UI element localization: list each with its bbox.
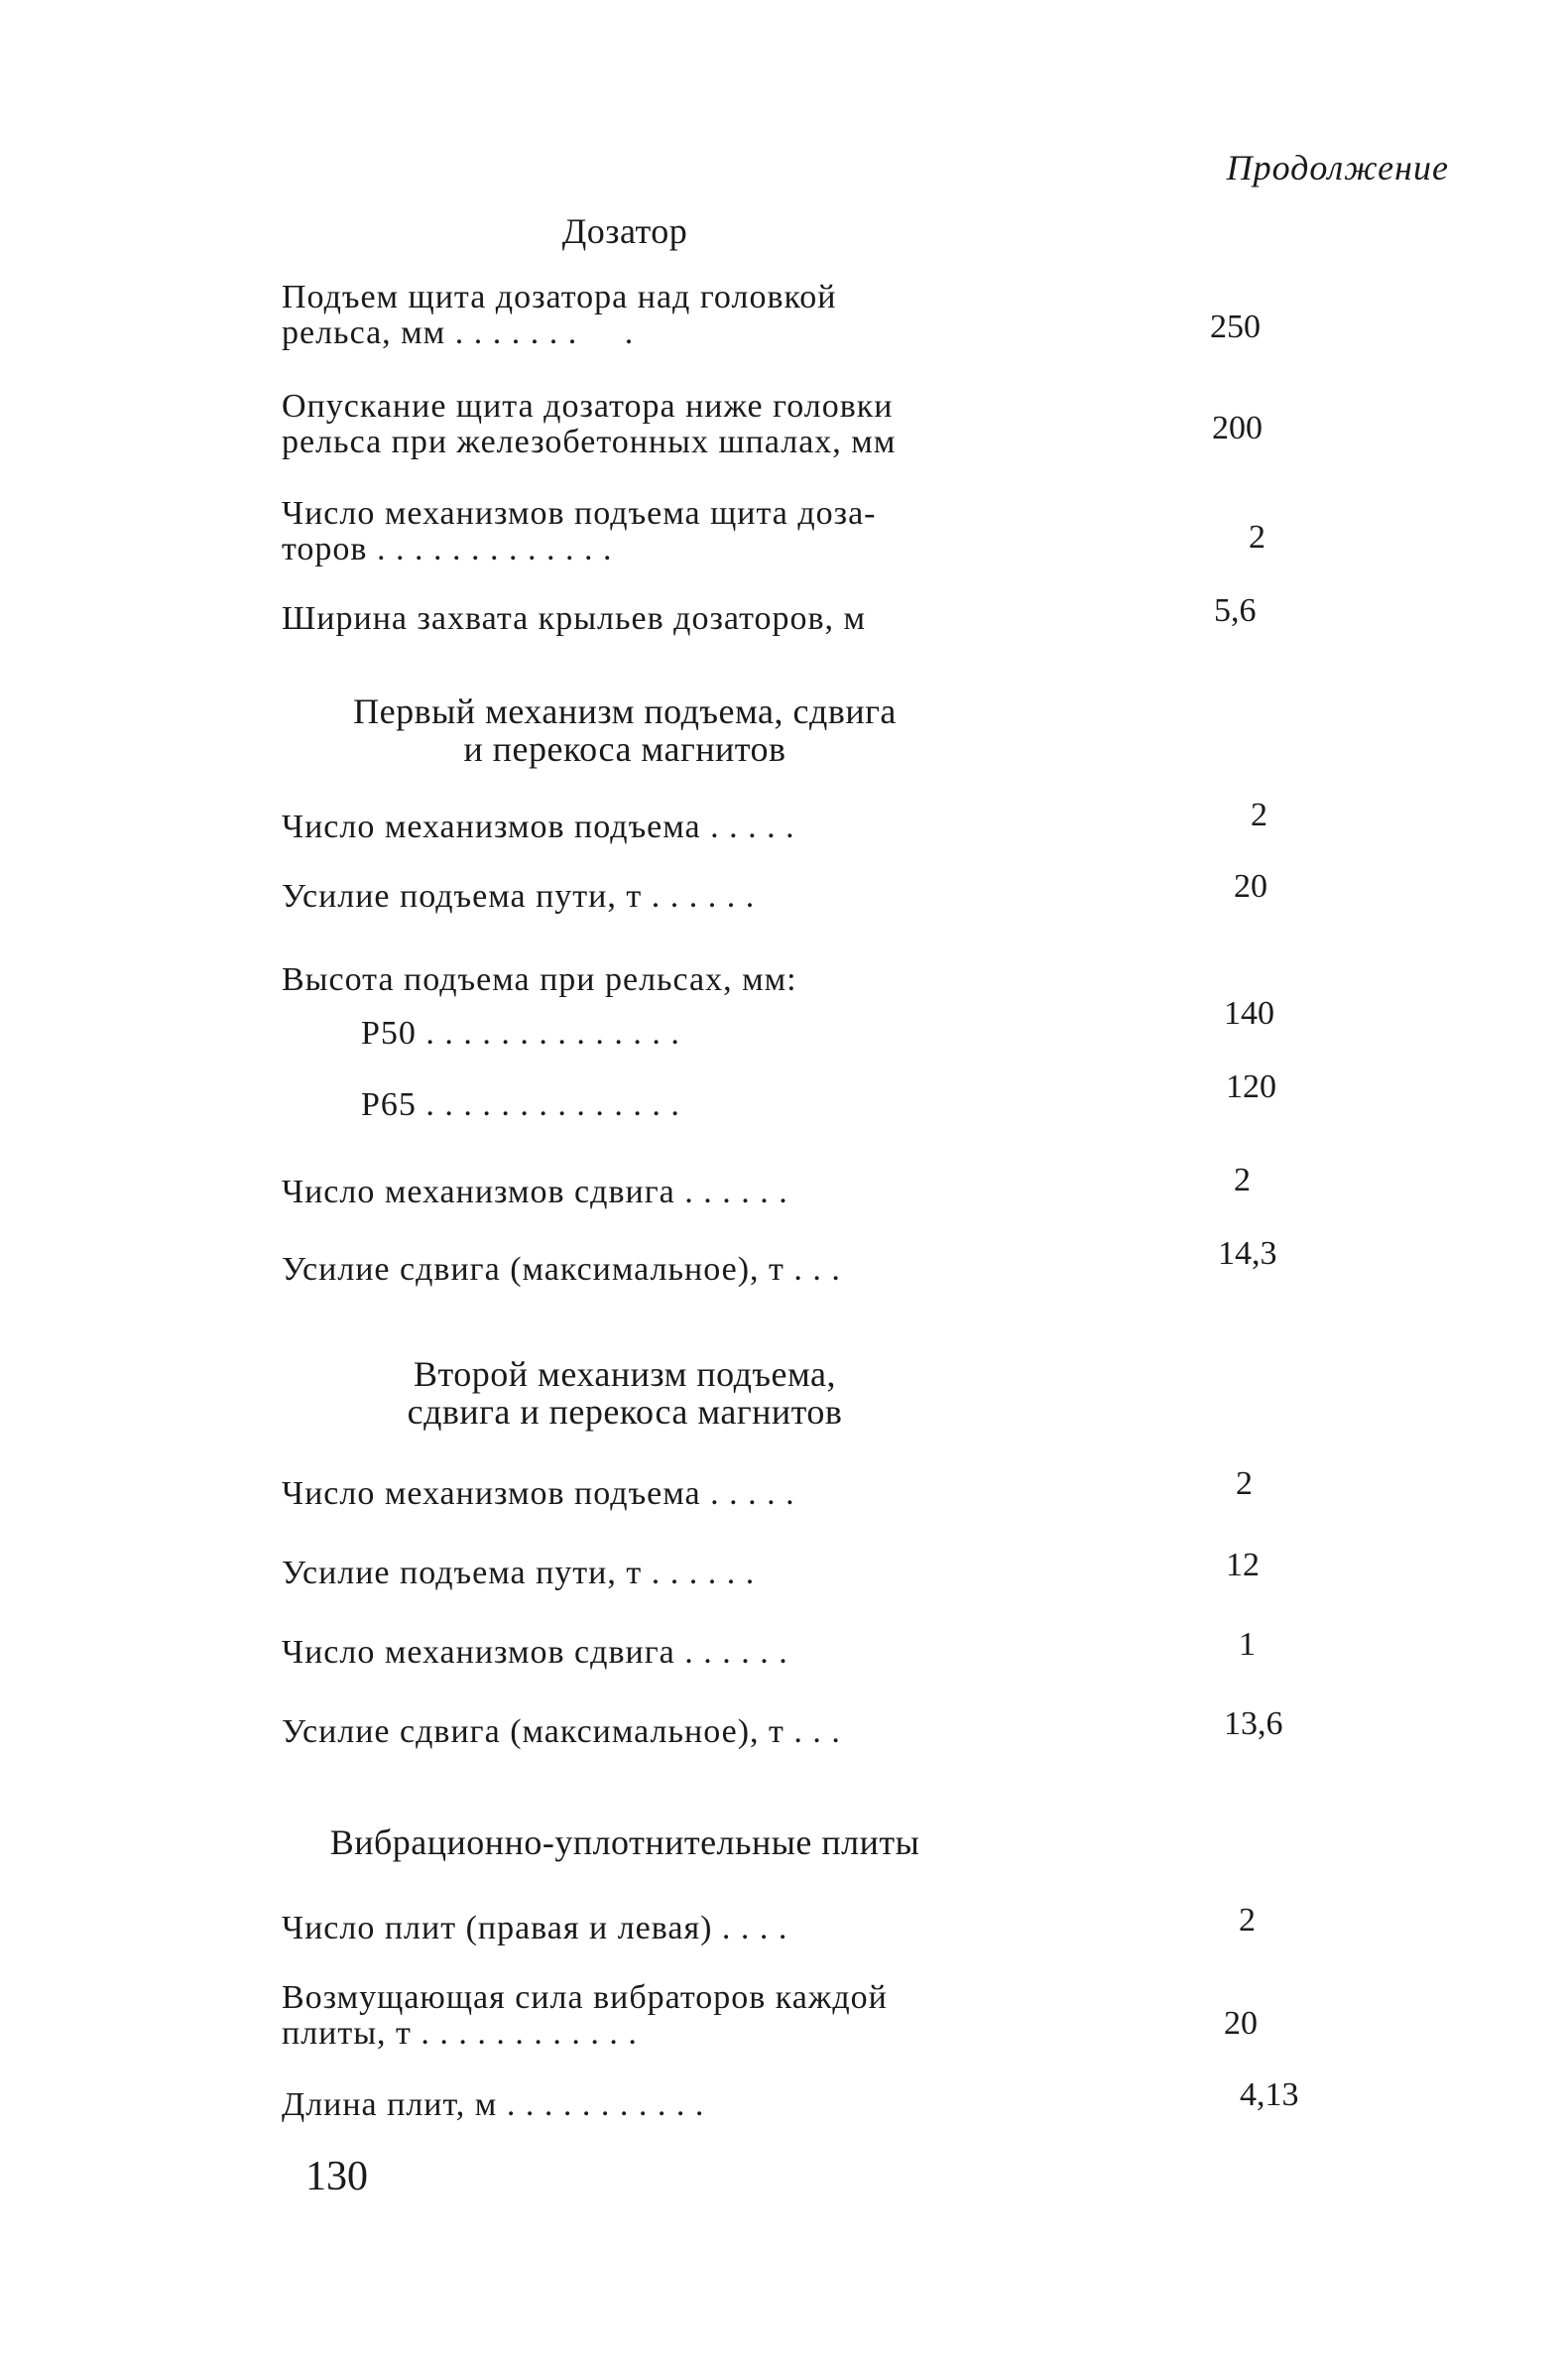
spec-label: Число механизмов подъема щита доза- торов . . . . . . . . . . . . . bbox=[282, 495, 877, 567]
section-heading-first-mechanism: Первый механизм подъема, сдвига и перекоса магнитов bbox=[353, 691, 897, 769]
spec-row bbox=[282, 1547, 1313, 1591]
spec-value: 120 bbox=[1226, 1068, 1276, 1105]
spec-label: Возмущающая сила вибраторов каждой плиты, т . . . . . . . . . . . . bbox=[282, 1979, 888, 2052]
spec-label: Длина плит, м . . . . . . . . . . . bbox=[282, 2086, 705, 2123]
spec-row bbox=[282, 1068, 1313, 1123]
spec-label: Опускание щита дозатора ниже головки рельса при железобетонных шпалах, мм bbox=[282, 388, 897, 460]
spec-value: 4,13 bbox=[1240, 2076, 1299, 2113]
spec-row bbox=[282, 868, 1313, 915]
spec-value: 2 bbox=[1234, 1162, 1251, 1198]
spec-value: 200 bbox=[1212, 410, 1263, 446]
spec-label: Число механизмов сдвига . . . . . . bbox=[282, 1174, 788, 1210]
spec-row bbox=[282, 389, 1313, 460]
spec-label: Подъем щита дозатора над головкой рельса, мм . . . . . . . . bbox=[282, 279, 837, 351]
section-heading-vibration-plates: Вибрационно-уплотнительные плиты bbox=[329, 1822, 920, 1862]
spec-label: Усилие подъема пути, т . . . . . . bbox=[282, 878, 756, 915]
spec-label: Число механизмов сдвига . . . . . . bbox=[282, 1634, 788, 1671]
spec-value: 2 bbox=[1251, 797, 1267, 833]
spec-value: 250 bbox=[1210, 309, 1261, 345]
continuation-label: Продолжение bbox=[1226, 148, 1449, 188]
spec-value: 2 bbox=[1239, 1902, 1256, 1939]
spec-row bbox=[282, 1465, 1313, 1512]
spec-row bbox=[282, 1705, 1313, 1750]
spec-value: 5,6 bbox=[1214, 592, 1257, 629]
spec-row bbox=[282, 1902, 1313, 1946]
spec-row bbox=[282, 1626, 1313, 1671]
spec-label: Р65 . . . . . . . . . . . . . . bbox=[361, 1086, 680, 1123]
spec-label: Высота подъема при рельсах, мм: bbox=[282, 961, 797, 998]
spec-row bbox=[282, 962, 1313, 998]
spec-label: Усилие подъема пути, т . . . . . . bbox=[282, 1555, 756, 1591]
spec-row bbox=[282, 1162, 1313, 1210]
spec-row bbox=[282, 496, 1313, 567]
spec-value: 20 bbox=[1224, 2005, 1258, 2042]
spec-row bbox=[282, 797, 1313, 845]
spec-row bbox=[282, 2076, 1313, 2123]
spec-row bbox=[282, 1980, 1313, 2052]
spec-value: 20 bbox=[1234, 868, 1267, 905]
spec-label: Усилие сдвига (максимальное), т . . . bbox=[282, 1251, 841, 1288]
spec-row bbox=[282, 995, 1313, 1052]
spec-value: 2 bbox=[1236, 1465, 1253, 1502]
spec-label: Усилие сдвига (максимальное), т . . . bbox=[282, 1713, 841, 1750]
spec-value: 12 bbox=[1226, 1547, 1260, 1583]
spec-label: Р50 . . . . . . . . . . . . . . bbox=[361, 1015, 680, 1052]
page-number: 130 bbox=[305, 2154, 368, 2199]
spec-label: Число механизмов подъема . . . . . bbox=[282, 809, 795, 845]
spec-value: 140 bbox=[1224, 995, 1274, 1032]
spec-label: Ширина захвата крыльев дозаторов, м bbox=[282, 600, 867, 637]
section-heading-dozator: Дозатор bbox=[561, 211, 688, 251]
spec-row bbox=[282, 280, 1313, 351]
spec-label: Число плит (правая и левая) . . . . bbox=[282, 1910, 788, 1946]
spec-value: 14,3 bbox=[1218, 1235, 1277, 1272]
spec-value: 2 bbox=[1249, 519, 1265, 556]
spec-row bbox=[282, 592, 1313, 637]
spec-value: 13,6 bbox=[1224, 1705, 1283, 1742]
spec-row bbox=[282, 1235, 1313, 1288]
spec-label: Число механизмов подъема . . . . . bbox=[282, 1475, 795, 1512]
section-heading-second-mechanism: Второй механизм подъема, сдвига и перекоса магнитов bbox=[407, 1354, 843, 1432]
spec-value: 1 bbox=[1239, 1626, 1256, 1663]
